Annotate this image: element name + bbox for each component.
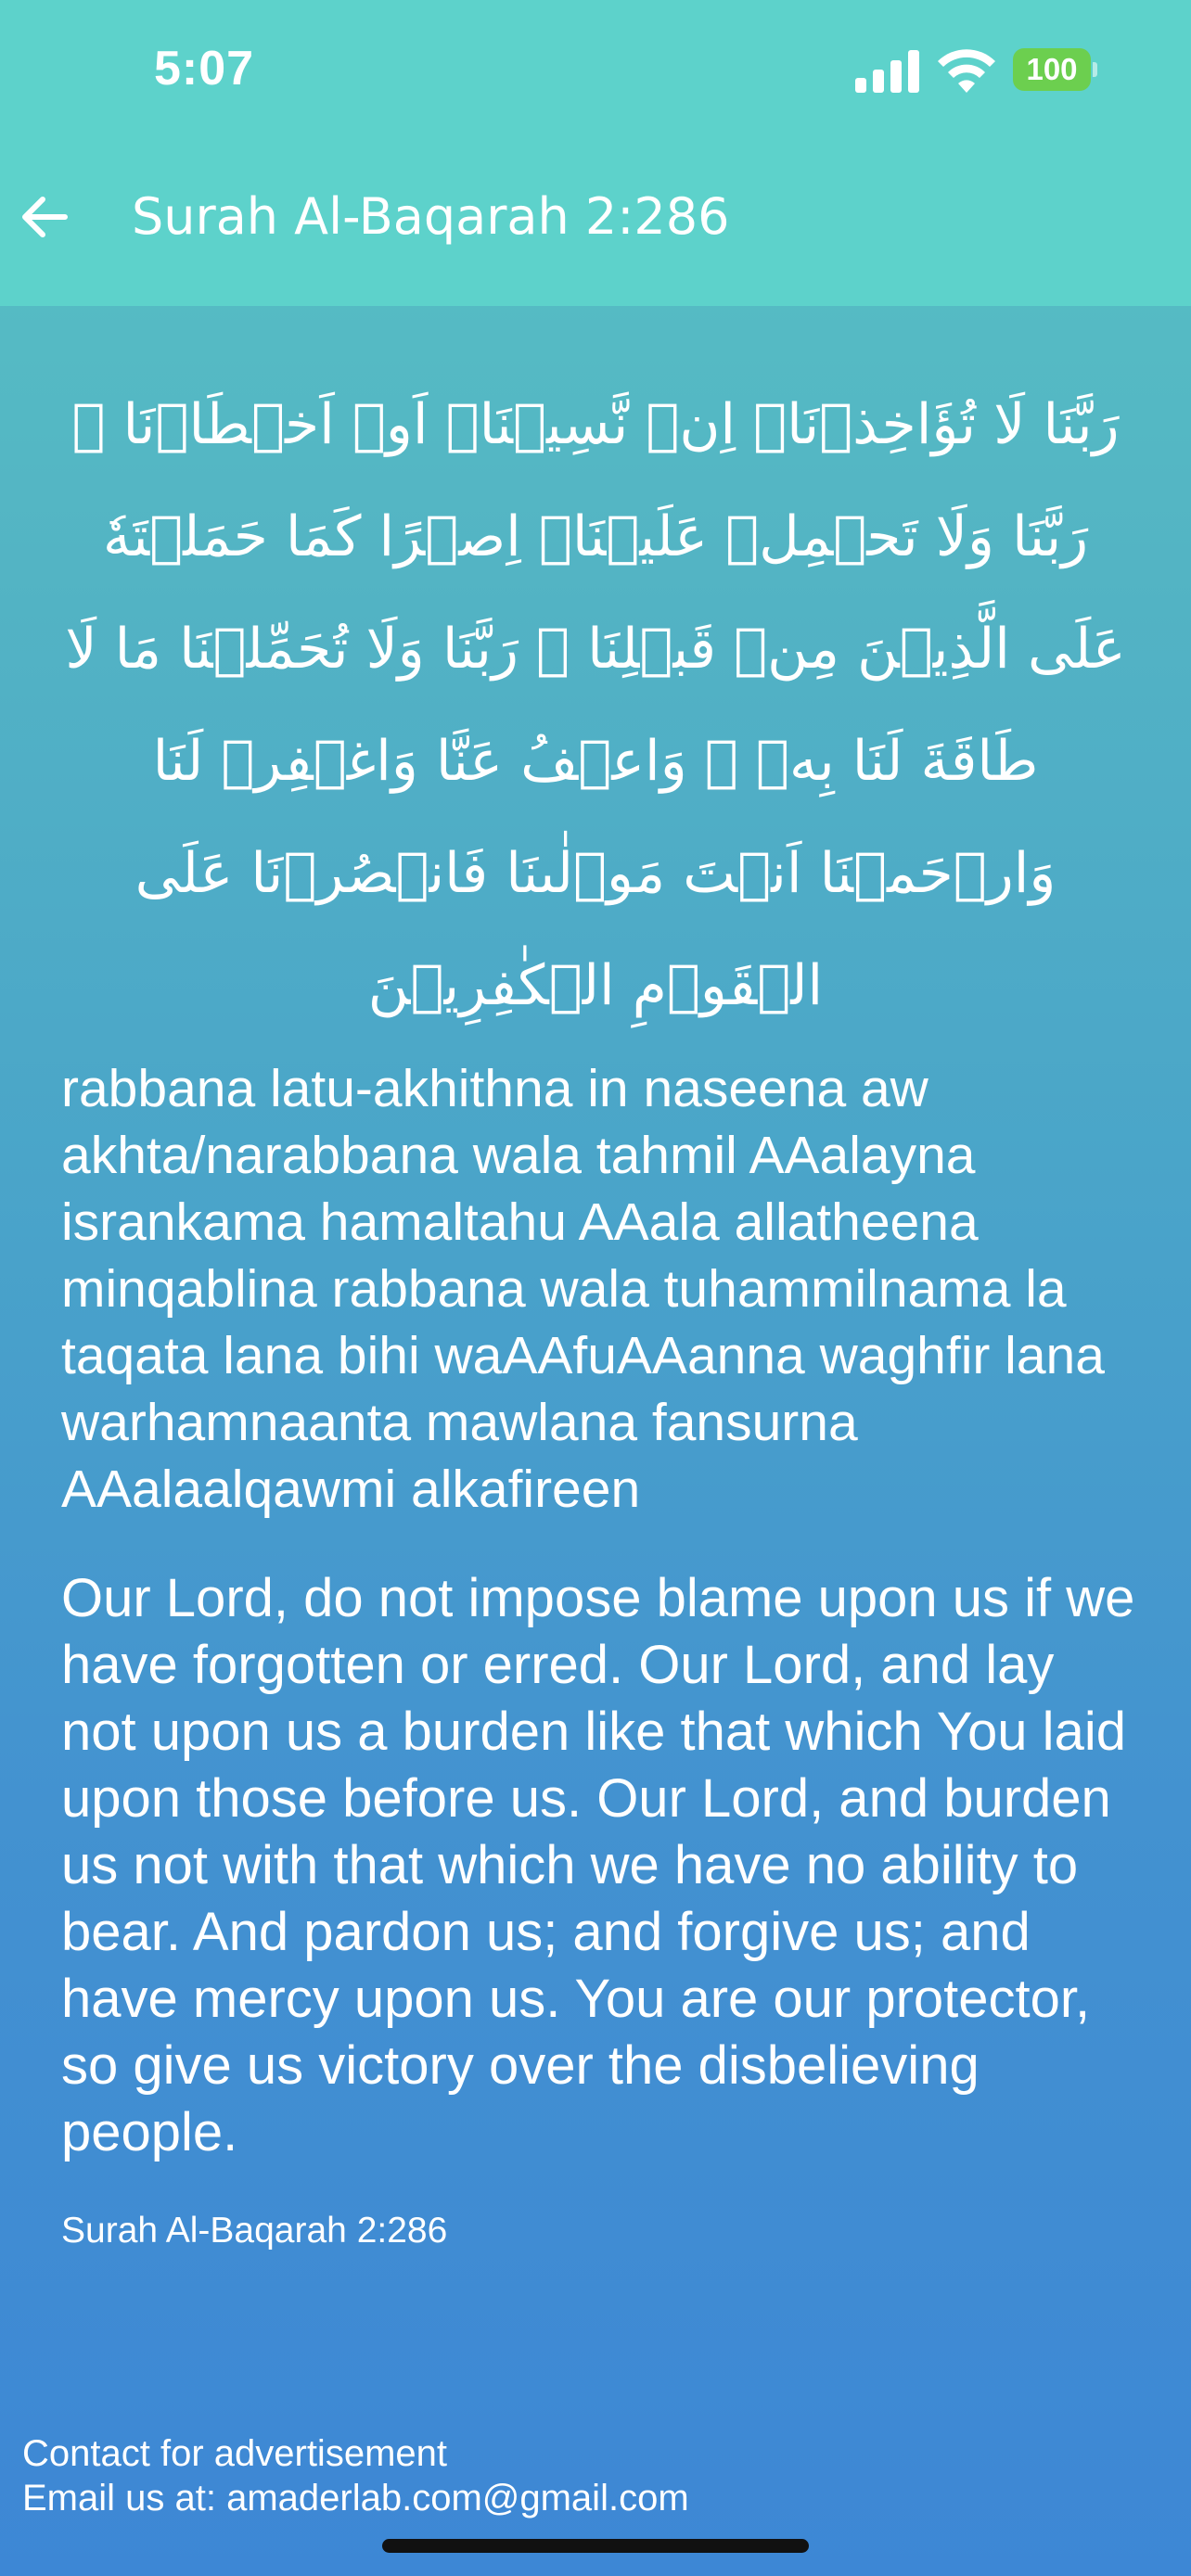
battery-icon — [1013, 48, 1098, 91]
contact-email-text: Email us at: amaderlab.com@gmail.com — [22, 2478, 689, 2519]
arabic-verse-text: رَبَّنَا لَا تُؤَاخِذۡنَاۤ اِنۡ نَّسِيۡنَاۤ اَوۡ اَخۡطَاۡنَا ۚ رَبَّنَا وَلَا تَحۡمِلۡ عَلَيۡنَاۤ اِصۡرًا كَمَا حَمَلۡتَهٗ عَلَى الَّذِيۡنَ مِنۡ قَبۡلِنَا ۚ رَبَّنَا وَلَا تُحَمِّلۡنَا مَا لَا طَاقَةَ لَنَا بِهٖ ۚ وَاعۡفُ عَنَّا وَاغۡفِرۡ لَنَا وَارۡحَمۡنَا اَنۡتَ مَوۡلٰٮنَا فَانۡصُرۡنَا عَلَى الۡقَوۡمِ الۡكٰفِرِيۡنَ — [65, 392, 1126, 1018]
footer — [22, 2431, 689, 2520]
advertisement-contact-text: Contact for advertisement — [22, 2433, 447, 2474]
app-bar — [0, 139, 1191, 306]
status-bar — [0, 0, 1191, 139]
status-time: 5:07 — [154, 42, 255, 96]
page-title: Surah Al-Baqarah 2:286 — [132, 187, 730, 246]
signal-icon — [855, 50, 920, 93]
battery-tip — [1093, 62, 1097, 77]
battery-level: 100 — [1013, 48, 1091, 91]
translation-text: Our Lord, do not impose blame upon us if we have forgotten or erred. Our Lord, and lay not upon us a burden like that which You laid upon those before us. Our Lord, and burden us not with that which we have no ability to bear. And pardon us; and forgive us; and have mercy upon us. You are our protector, so give us victory over the disbelieving people. — [61, 1568, 1135, 2162]
verse-reference: Surah Al-Baqarah 2:286 — [61, 2211, 448, 2251]
arrow-left-icon[interactable] — [15, 187, 74, 247]
transliteration-text: rabbana latu-akhithna in naseena aw akhta/narabbana wala tahmil AAalayna isrankama hamaltahu AAala allatheena minqablina rabbana wala tuhammilnama la taqata lana bihi waAAfuAAanna waghfir lana warhamnaanta mawlana fansurna AAalaalqawmi alkafireen — [61, 1059, 1105, 1519]
wifi-icon — [937, 46, 996, 93]
home-indicator[interactable] — [382, 2539, 809, 2553]
